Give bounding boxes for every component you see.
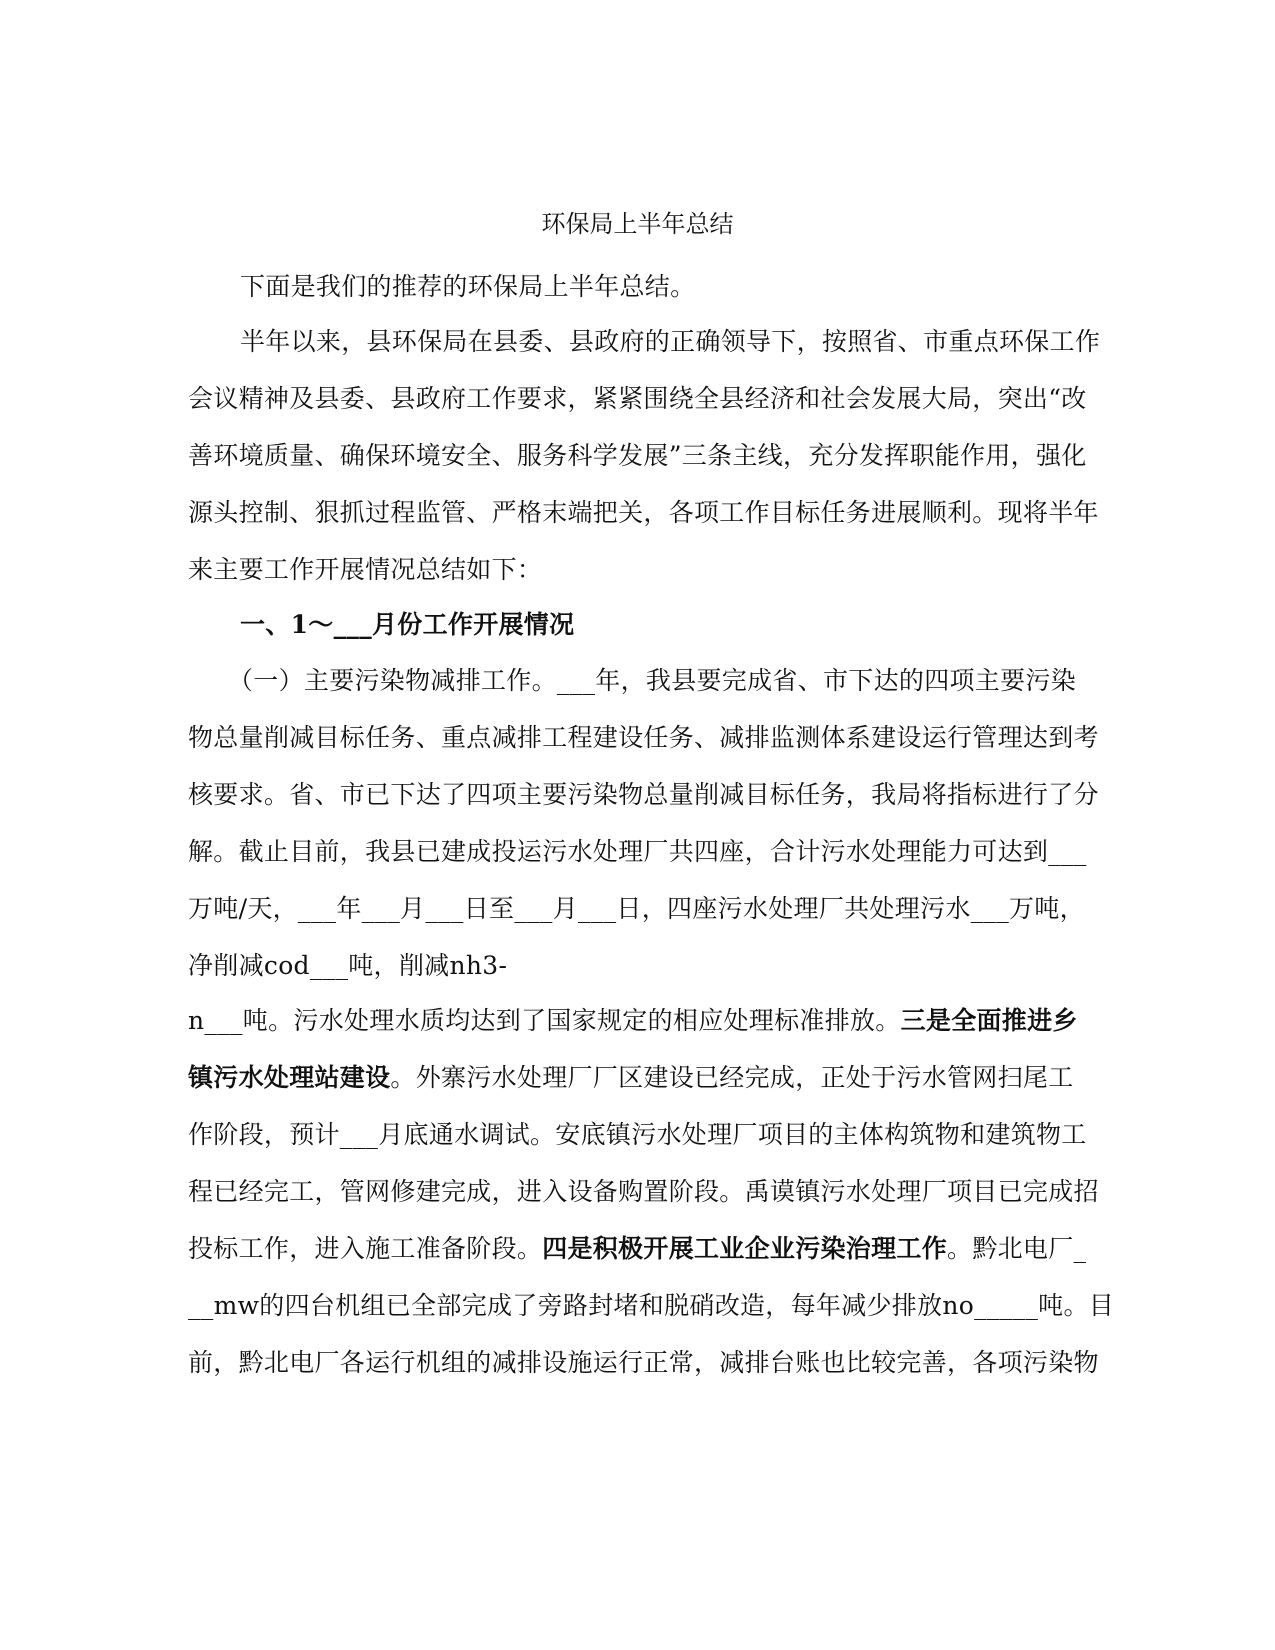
para3-line-4: 程已经完工，管网修建完成，进入设备购置阶段。禹谟镇污水处理厂项目已完成招 bbox=[188, 1177, 1099, 1206]
para2-line-2: 物总量削减目标任务、重点减排工程建设任务、减排监测体系建设运行管理达到考 bbox=[188, 723, 1099, 752]
intro-line: 下面是我们的推荐的环保局上半年总结。 bbox=[240, 272, 696, 301]
para1-line-4: 源头控制、狠抓过程监管、严格末端把关，各项工作目标任务进展顺利。现将半年 bbox=[188, 498, 1099, 527]
para2-line-4: 解。截止目前，我县已建成投运污水处理厂共四座，合计污水处理能力可达到___ bbox=[188, 837, 1087, 866]
para3-line-2-text: 。外寨污水处理厂厂区建设已经完成，正处于污水管网扫尾工 bbox=[390, 1063, 1074, 1092]
para2-line-3: 核要求。省、市已下达了四项主要污染物总量削减目标任务，我局将指标进行了分 bbox=[188, 780, 1099, 809]
para3-line-7: 前，黔北电厂各运行机组的减排设施运行正常，减排台账也比较完善，各项污染物 bbox=[188, 1348, 1099, 1377]
para2-line-1: （一）主要污染物减排工作。___年，我县要完成省、市下达的四项主要污染 bbox=[228, 666, 1077, 695]
para3-line-2-bold: 镇污水处理站建设 bbox=[188, 1063, 391, 1092]
para3-line-1 bbox=[188, 1004, 1078, 1038]
para1-line-2: 会议精神及县委、县政府工作要求，紧紧围绕全县经济和社会发展大局，突出“改 bbox=[188, 384, 1087, 413]
para3-line-6: __mw的四台机组已全部完成了旁路封堵和脱硝改造，每年减少排放no_____吨。目 bbox=[188, 1291, 1115, 1320]
para2-line-6: 净削减cod___吨，削减nh3- bbox=[188, 951, 508, 980]
para3-line-5-text: 投标工作，进入施工准备阶段。 bbox=[188, 1234, 543, 1263]
para1-line-5: 来主要工作开展情况总结如下： bbox=[188, 555, 543, 584]
para3-line-5-bold: 四是积极开展工业企业污染治理工作 bbox=[542, 1234, 948, 1263]
para2-line-5: 万吨/天，___年___月___日至___月___日，四座污水处理厂共处理污水___万吨， bbox=[188, 894, 1085, 923]
para3-line-5 bbox=[188, 1232, 1086, 1266]
section-heading-1: 一、1～___月份工作开展情况 bbox=[240, 610, 575, 639]
para3-line-1-bold: 三是全面推进乡 bbox=[900, 1006, 1078, 1035]
para3-line-2 bbox=[188, 1061, 1074, 1095]
para1-line-3: 善环境质量、确保环境安全、服务科学发展”三条主线，充分发挥职能作用，强化 bbox=[188, 441, 1087, 470]
para3-line-5-tail: 。黔北电厂_ bbox=[947, 1234, 1087, 1263]
para3-line-3: 作阶段，预计___月底通水调试。安底镇污水处理厂项目的主体构筑物和建筑物工 bbox=[188, 1120, 1087, 1149]
para3-line-1-text: n___吨。污水处理水质均达到了国家规定的相应处理标准排放。 bbox=[188, 1006, 901, 1035]
para1-line-1: 半年以来，县环保局在县委、县政府的正确领导下，按照省、市重点环保工作 bbox=[240, 327, 1101, 356]
document-title: 环保局上半年总结 bbox=[541, 210, 734, 238]
